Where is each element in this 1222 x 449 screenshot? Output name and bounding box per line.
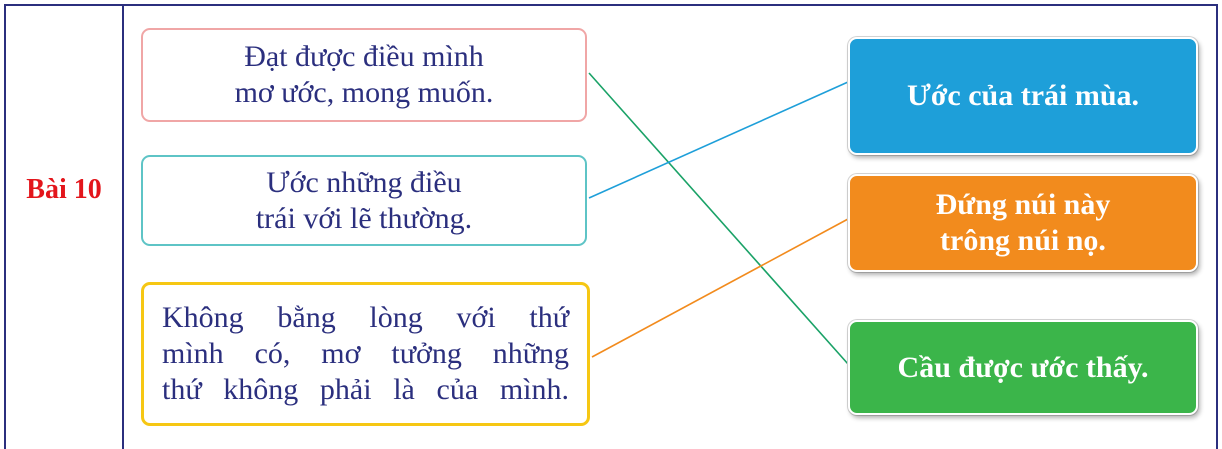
meaning-3-line-3: thứ không phải là của mình. xyxy=(162,373,569,406)
meaning-box-3[interactable] xyxy=(141,282,590,426)
idiom-3-line-1: Cầu được ước thấy. xyxy=(897,350,1149,384)
meaning-1-line-1: Đạt được điều mình xyxy=(244,40,484,73)
match-line-2 xyxy=(589,82,848,198)
meaning-box-2[interactable] xyxy=(141,155,587,246)
idiom-1-line-1: Ước của trái mùa. xyxy=(906,79,1140,112)
exercise-label: Bài 10 xyxy=(26,174,102,205)
meaning-2-line-2: trái với lẽ thường. xyxy=(255,201,473,235)
meaning-3-line-2: mình có, mơ tưởng những xyxy=(162,337,569,370)
match-line-3 xyxy=(592,219,848,357)
meaning-3-line-1: Không bằng lòng với thứ xyxy=(162,301,569,334)
meaning-1-line-2: mơ ước, mong muốn. xyxy=(234,76,494,109)
idiom-2-line-2: trông núi nọ. xyxy=(940,224,1106,257)
idiom-2-line-1: Đứng núi này xyxy=(935,188,1111,221)
idiom-card-2[interactable] xyxy=(848,174,1198,272)
idiom-card-1[interactable] xyxy=(848,37,1198,155)
idiom-card-3[interactable] xyxy=(848,320,1198,415)
meaning-2-line-1: Ước những điều xyxy=(266,165,462,199)
match-line-1 xyxy=(589,73,848,364)
meaning-box-1[interactable] xyxy=(141,28,587,122)
